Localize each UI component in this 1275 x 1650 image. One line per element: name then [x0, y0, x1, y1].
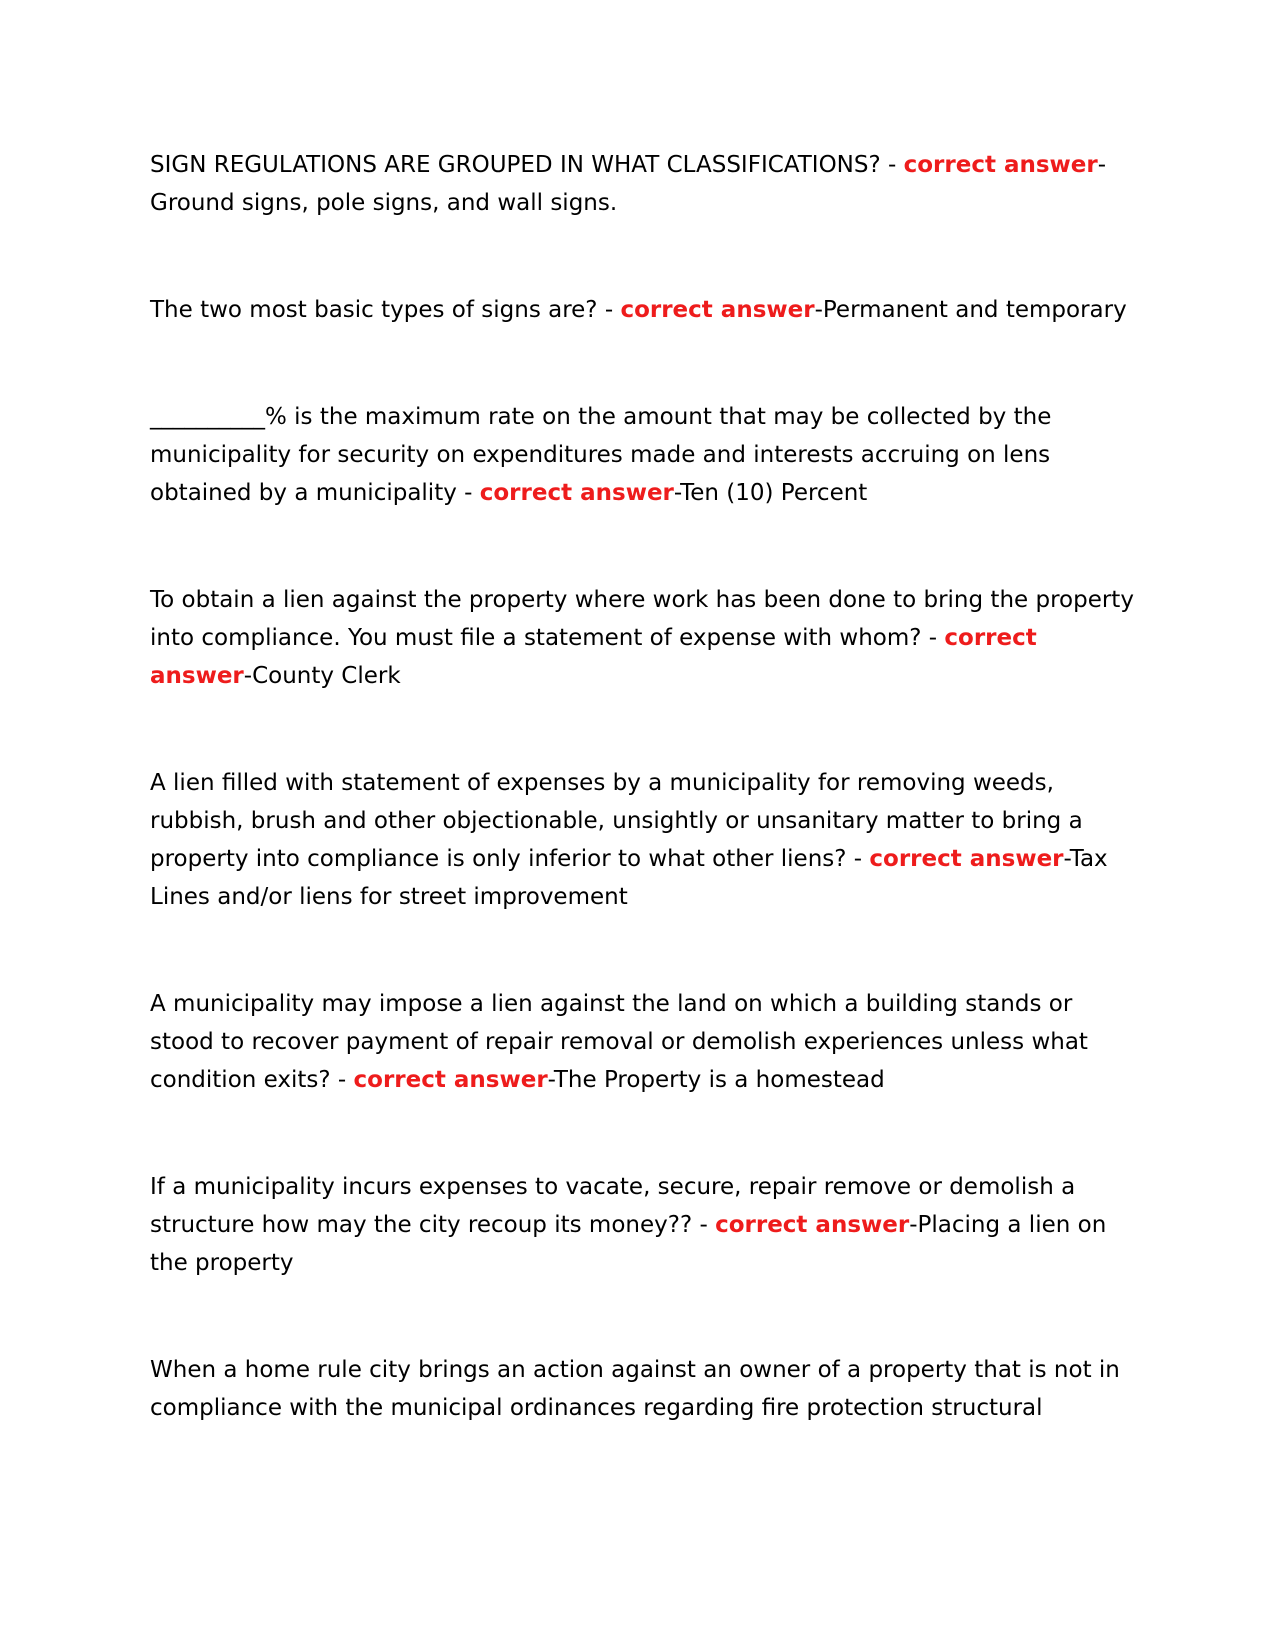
- correct-answer-label: correct answer: [479, 480, 674, 506]
- answer-text: -Placing a lien on the property: [150, 1212, 1107, 1276]
- answer-text: -The Property is a homestead: [547, 1067, 885, 1093]
- qa-item-7: [150, 1168, 1140, 1282]
- question-text: The two most basic types of signs are? -: [150, 297, 621, 323]
- qa-item-1: [150, 146, 1140, 222]
- question-text: If a municipality incurs expenses to vacate, secure, repair remove or demolish a structure how may the city recoup its money?? -: [150, 1174, 1076, 1238]
- answer-text: -County Clerk: [243, 663, 401, 689]
- correct-answer-label: correct answer: [869, 846, 1064, 872]
- answer-text: -Tax Lines and/or liens for street improvement: [150, 846, 1108, 910]
- qa-item-4: [150, 581, 1140, 695]
- qa-item-5: [150, 764, 1140, 916]
- answer-text: -Ten (10) Percent: [673, 480, 868, 506]
- qa-item-6: [150, 985, 1140, 1099]
- document-page: [150, 146, 1140, 1427]
- question-text: To obtain a lien against the property where work has been done to bring the property into compliance. You must file a statement of expense with whom? -: [150, 587, 1134, 651]
- qa-item-8: [150, 1351, 1140, 1427]
- answer-text: -Permanent and temporary: [814, 297, 1127, 323]
- answer-text: -Ground signs, pole signs, and wall signs.: [150, 152, 1107, 216]
- correct-answer-label: correct answer: [715, 1212, 910, 1238]
- question-text: A municipality may impose a lien against the land on which a building stands or stood to recover payment of repair removal or demolish experiences unless what condition exits? -: [150, 991, 1088, 1093]
- correct-answer-label: correct answer: [620, 297, 815, 323]
- question-text: When a home rule city brings an action against an owner of a property that is not in compliance with the municipal ordinances regarding fire protection structural: [150, 1357, 1120, 1421]
- question-text: __________% is the maximum rate on the amount that may be collected by the municipality for security on expenditures made and interests accruing on lens obtained by a municipality -: [150, 404, 1052, 506]
- qa-item-3: [150, 398, 1140, 512]
- correct-answer-label: correct answer: [903, 152, 1098, 178]
- question-text: SIGN REGULATIONS ARE GROUPED IN WHAT CLASSIFICATIONS? -: [150, 152, 904, 178]
- correct-answer-label: correct answer: [150, 625, 1037, 689]
- question-text: A lien filled with statement of expenses by a municipality for removing weeds, rubbish, brush and other objectionable, unsightly or unsanitary matter to bring a property into compliance is only inferior to what other liens? -: [150, 770, 1083, 872]
- correct-answer-label: correct answer: [353, 1067, 548, 1093]
- qa-item-2: [150, 291, 1140, 329]
